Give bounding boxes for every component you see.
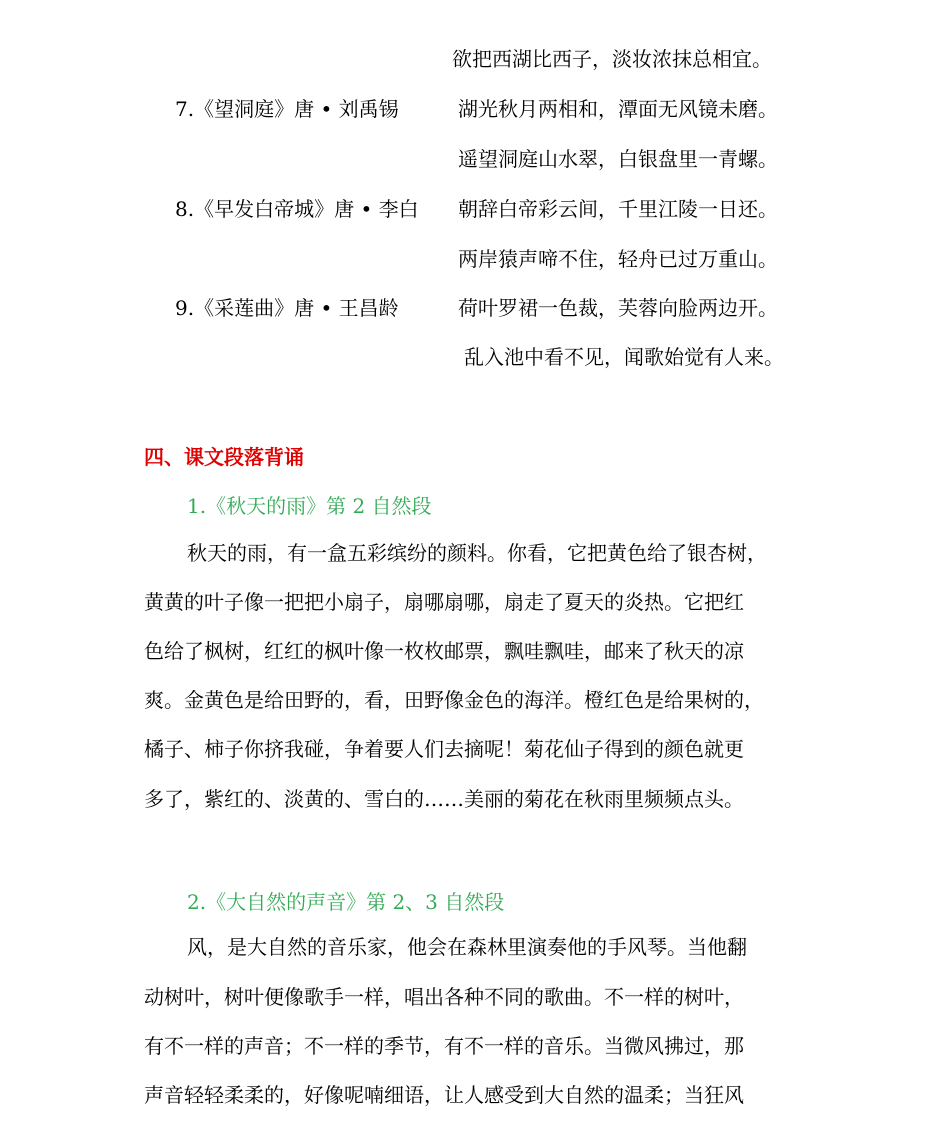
paragraph-line: 多了，紫红的、淡黄的、雪白的……美丽的菊花在秋雨里频频点头。: [144, 787, 744, 811]
paragraph-line: 风，是大自然的音乐家，他会在森林里演奏他的手风琴。当他翻: [187, 935, 747, 959]
poem-7-line-2: 遥望洞庭山水翠，白银盘里一青螺。: [458, 147, 778, 171]
paragraph-line: 动树叶，树叶便像歌手一样，唱出各种不同的歌曲。不一样的树叶，: [144, 985, 744, 1009]
paragraph-line: 有不一样的声音；不一样的季节，有不一样的音乐。当微风拂过，那: [144, 1034, 744, 1058]
poem-7-line-1: 湖光秋月两相和，潭面无风镜未磨。: [458, 97, 778, 121]
paragraph-line: 黄黄的叶子像一把把小扇子，扇哪扇哪，扇走了夏天的炎热。它把红: [144, 590, 744, 614]
paragraph-line: 声音轻轻柔柔的，好像呢喃细语，让人感受到大自然的温柔；当狂风: [144, 1083, 744, 1107]
poem-8-line-1: 朝辞白帝彩云间，千里江陵一日还。: [458, 197, 778, 221]
paragraph-line: 爽。金黄色是给田野的，看，田野像金色的海洋。橙红色是给果树的，: [144, 688, 764, 712]
poem-9-line-1: 荷叶罗裙一色裁，芙蓉向脸两边开。: [458, 296, 778, 320]
poem-7-title: 7.《望洞庭》唐 • 刘禹锡: [175, 97, 399, 121]
paragraph-line: 秋天的雨，有一盒五彩缤纷的颜料。你看，它把黄色给了银杏树，: [187, 541, 767, 565]
poem-8-title: 8.《早发白帝城》唐 • 李白: [175, 197, 419, 221]
poem-6-line-2: 欲把西湖比西子，淡妆浓抹总相宜。: [452, 47, 772, 71]
section-heading: 四、课文段落背诵: [144, 445, 304, 469]
poem-9-line-2: 乱入池中看不见，闻歌始觉有人来。: [464, 345, 784, 369]
paragraph-line: 色给了枫树，红红的枫叶像一枚枚邮票，飘哇飘哇，邮来了秋天的凉: [144, 639, 744, 663]
paragraph-line: 橘子、柿子你挤我碰，争着要人们去摘呢！菊花仙子得到的颜色就更: [144, 737, 744, 761]
item-1-title: 1.《秋天的雨》第 2 自然段: [187, 494, 432, 518]
poem-8-line-2: 两岸猿声啼不住，轻舟已过万重山。: [458, 247, 778, 271]
item-2-title: 2.《大自然的声音》第 2、3 自然段: [187, 890, 505, 914]
poem-9-title: 9.《采莲曲》唐 • 王昌龄: [175, 296, 399, 320]
